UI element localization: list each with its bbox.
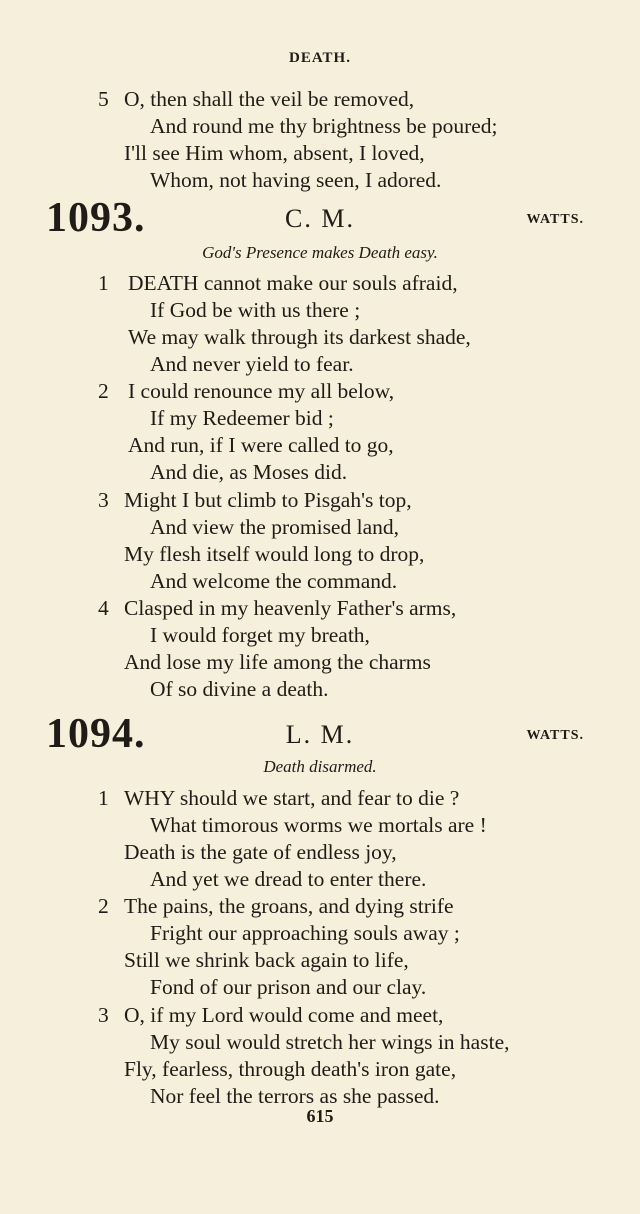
hymn-1093-stanza-2 bbox=[0, 378, 640, 486]
stanza-line bbox=[0, 1029, 640, 1056]
hymn-meter: C. M. bbox=[285, 204, 355, 233]
line-text: I'll see Him whom, absent, I loved, bbox=[124, 141, 425, 165]
hymn-author: WATTS. bbox=[526, 212, 584, 227]
stanza-line bbox=[0, 86, 640, 113]
hymn-1094-header bbox=[0, 712, 640, 756]
stanza-line bbox=[0, 297, 640, 324]
hymn-number: 1094. bbox=[46, 711, 146, 757]
stanza-line bbox=[0, 351, 640, 378]
verse-number: 1 bbox=[98, 786, 109, 810]
line-text: My soul would stretch her wings in haste, bbox=[150, 1030, 510, 1054]
line-text: Still we shrink back again to life, bbox=[124, 948, 409, 972]
stanza-line bbox=[0, 270, 640, 297]
stanza-line bbox=[0, 324, 640, 351]
stanza-line bbox=[0, 459, 640, 486]
hymn-subtitle: God's Presence makes Death easy. bbox=[202, 243, 438, 262]
stanza-line bbox=[0, 839, 640, 866]
verse-number: 2 bbox=[98, 379, 109, 403]
stanza-continued-5 bbox=[0, 86, 640, 194]
hymn-number: 1093. bbox=[46, 195, 146, 241]
stanza-line bbox=[0, 920, 640, 947]
hymn-meter: L. M. bbox=[285, 720, 355, 749]
stanza-line bbox=[0, 167, 640, 194]
verse-number: 2 bbox=[98, 894, 109, 918]
stanza-line bbox=[0, 541, 640, 568]
hymn-1093-header bbox=[0, 196, 640, 240]
hymn-1093-stanza-3 bbox=[0, 487, 640, 595]
hymn-author: WATTS. bbox=[526, 728, 584, 743]
line-text: Fond of our prison and our clay. bbox=[150, 975, 427, 999]
stanza-line bbox=[0, 487, 640, 514]
line-text: If my Redeemer bid ; bbox=[150, 406, 334, 430]
stanza-line bbox=[0, 140, 640, 167]
line-text: O, then shall the veil be removed, bbox=[124, 87, 415, 111]
line-text: And round me thy brightness be poured; bbox=[150, 114, 498, 138]
stanza-line bbox=[0, 649, 640, 676]
line-text: I would forget my breath, bbox=[150, 623, 370, 647]
line-text: Might I but climb to Pisgah's top, bbox=[124, 488, 412, 512]
stanza-line bbox=[0, 113, 640, 140]
line-text: And yet we dread to enter there. bbox=[150, 867, 427, 891]
line-text: What timorous worms we mortals are ! bbox=[150, 813, 487, 837]
line-text: Nor feel the terrors as she passed. bbox=[150, 1084, 440, 1108]
line-text: O, if my Lord would come and meet, bbox=[124, 1003, 444, 1027]
stanza-line bbox=[0, 1002, 640, 1029]
hymn-1093-stanza-4 bbox=[0, 595, 640, 703]
stanza-line bbox=[0, 405, 640, 432]
line-text: And never yield to fear. bbox=[150, 352, 354, 376]
hymn-subtitle: Death disarmed. bbox=[263, 757, 377, 776]
stanza-line bbox=[0, 676, 640, 703]
stanza-line bbox=[0, 514, 640, 541]
stanza-line bbox=[0, 947, 640, 974]
stanza-line bbox=[0, 595, 640, 622]
stanza-line bbox=[0, 1056, 640, 1083]
line-text: And lose my life among the charms bbox=[124, 650, 431, 674]
line-text: Death is the gate of endless joy, bbox=[124, 840, 397, 864]
verse-number: 3 bbox=[98, 1003, 109, 1027]
line-text: I could renounce my all below, bbox=[128, 379, 395, 403]
stanza-line bbox=[0, 568, 640, 595]
verse-number: 5 bbox=[98, 87, 109, 111]
line-text: And view the promised land, bbox=[150, 515, 399, 539]
verse-number: 1 bbox=[98, 271, 109, 295]
stanza-line bbox=[0, 622, 640, 649]
line-text: DEATH cannot make our souls afraid, bbox=[128, 271, 458, 295]
hymn-1094-stanza-1 bbox=[0, 785, 640, 893]
running-head: DEATH. bbox=[289, 50, 351, 66]
line-text: And run, if I were called to go, bbox=[128, 433, 394, 457]
verse-number: 4 bbox=[98, 596, 109, 620]
page-number: 615 bbox=[306, 1106, 334, 1126]
line-text: Fly, fearless, through death's iron gate, bbox=[124, 1057, 457, 1081]
line-text: We may walk through its darkest shade, bbox=[128, 325, 471, 349]
line-text: Of so divine a death. bbox=[150, 677, 329, 701]
line-text: Whom, not having seen, I adored. bbox=[150, 168, 442, 192]
line-text: WHY should we start, and fear to die ? bbox=[124, 786, 460, 810]
line-text: And welcome the command. bbox=[150, 569, 398, 593]
line-text: And die, as Moses did. bbox=[150, 460, 348, 484]
stanza-line bbox=[0, 974, 640, 1001]
hymn-1094-stanza-3 bbox=[0, 1002, 640, 1110]
stanza-line bbox=[0, 812, 640, 839]
line-text: My flesh itself would long to drop, bbox=[124, 542, 425, 566]
stanza-line bbox=[0, 432, 640, 459]
hymn-1094-stanza-2 bbox=[0, 893, 640, 1001]
line-text: If God be with us there ; bbox=[150, 298, 361, 322]
stanza-line bbox=[0, 866, 640, 893]
stanza-line bbox=[0, 378, 640, 405]
line-text: Fright our approaching souls away ; bbox=[150, 921, 460, 945]
stanza-line bbox=[0, 893, 640, 920]
line-text: The pains, the groans, and dying strife bbox=[124, 894, 454, 918]
line-text: Clasped in my heavenly Father's arms, bbox=[124, 596, 457, 620]
verse-number: 3 bbox=[98, 488, 109, 512]
stanza-line bbox=[0, 785, 640, 812]
hymn-1093-stanza-1 bbox=[0, 270, 640, 378]
